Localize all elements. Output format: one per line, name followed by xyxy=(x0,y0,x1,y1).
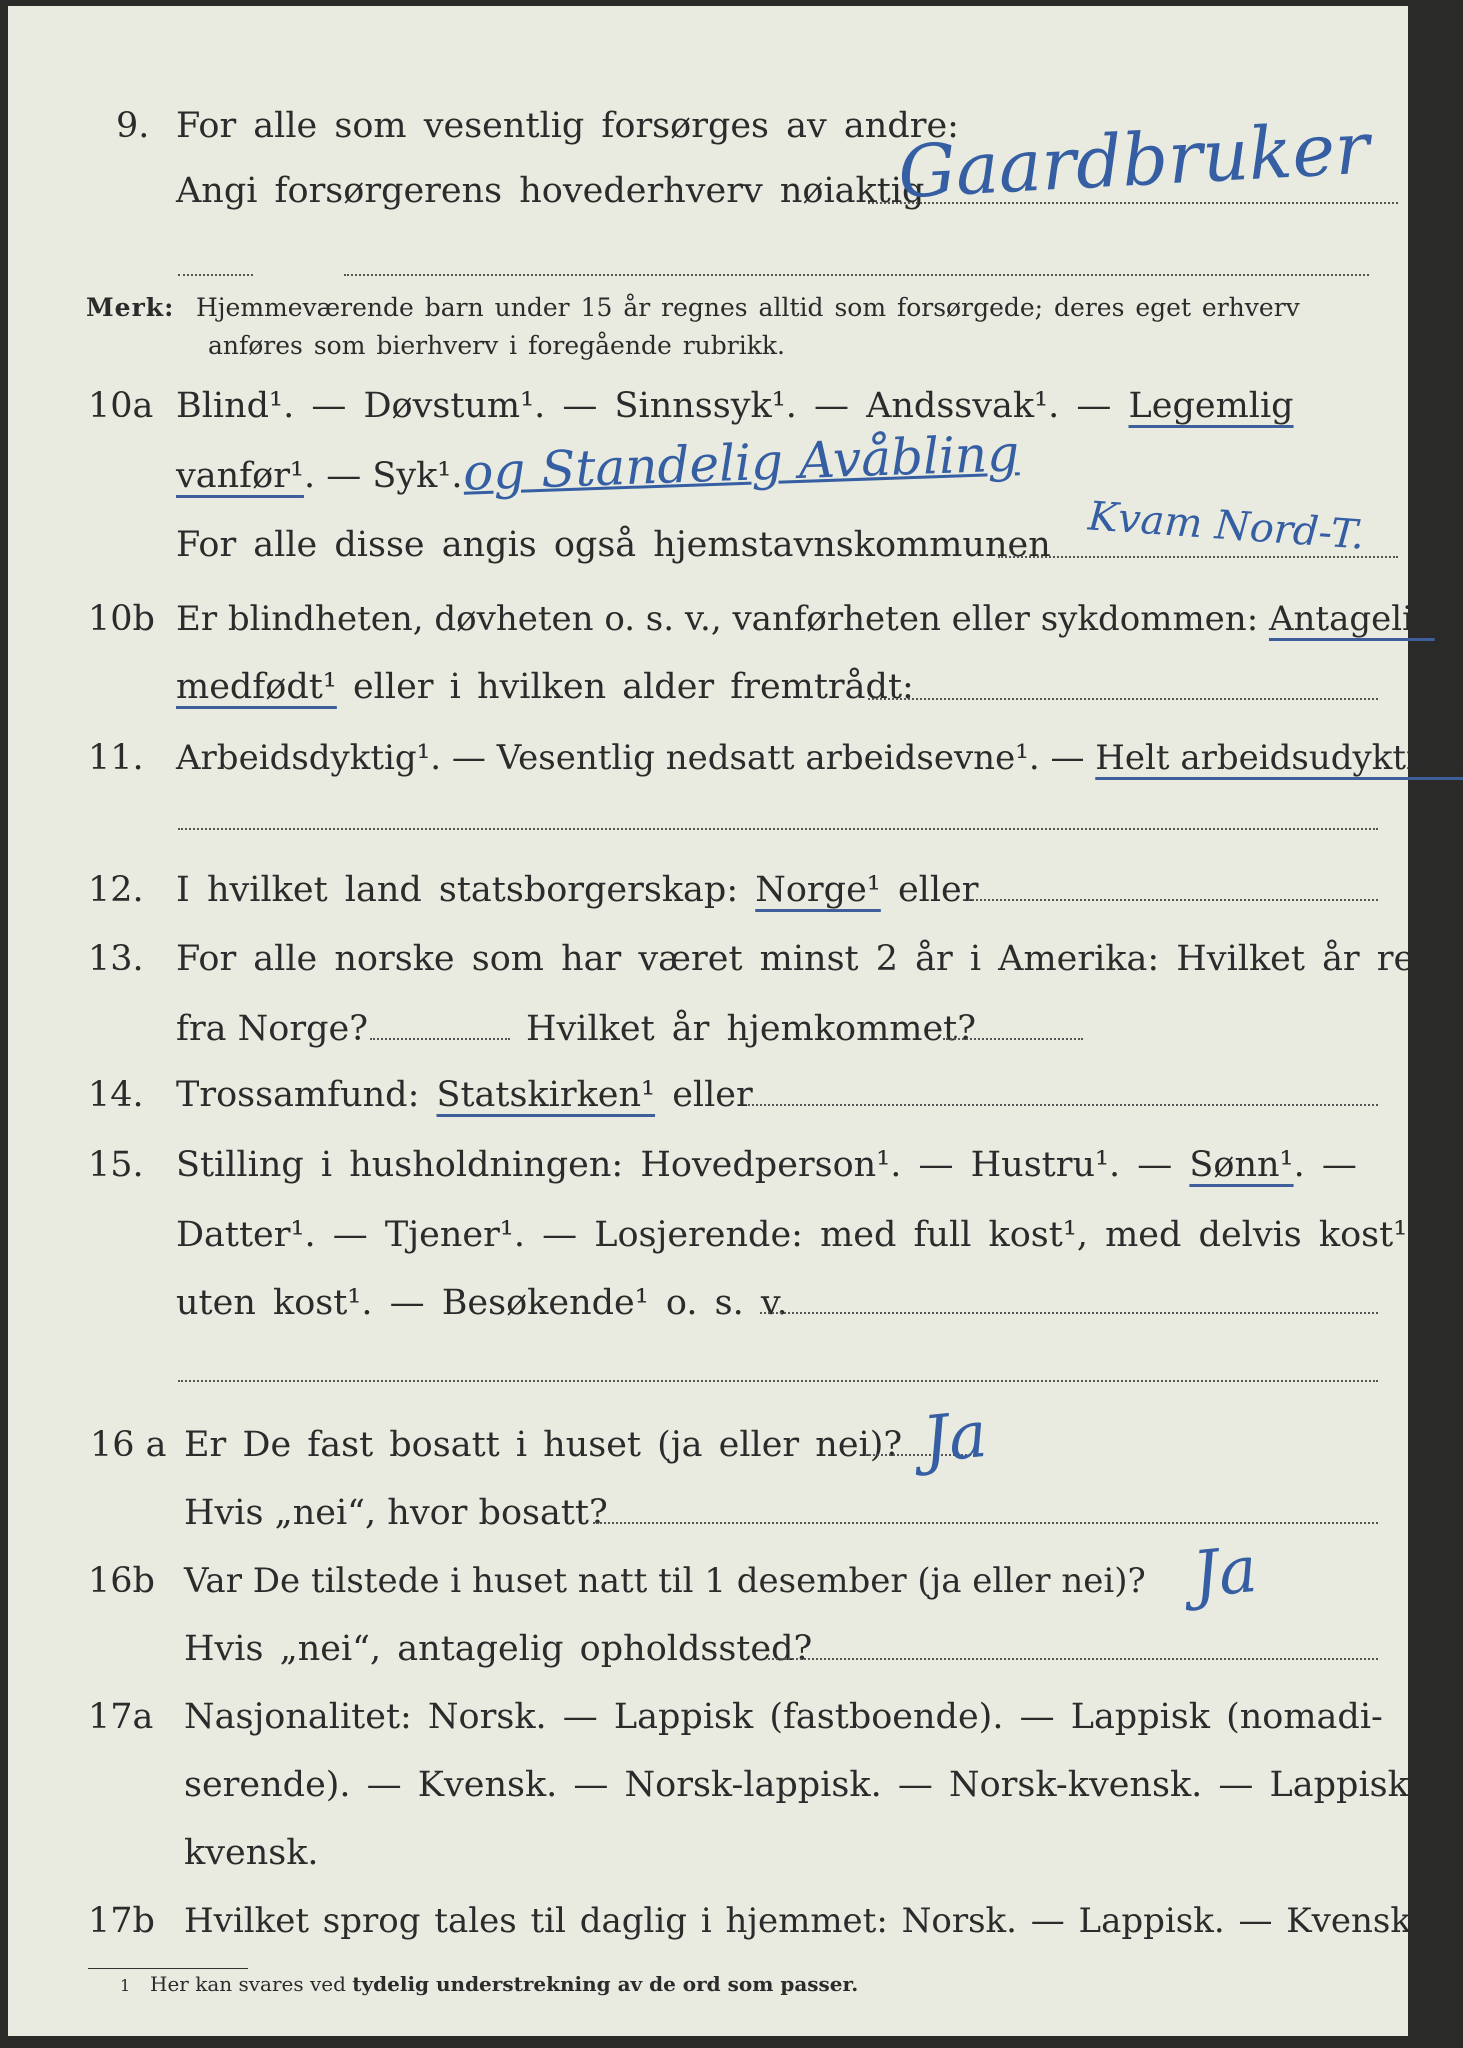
q15-line2: Datter¹. — Tjener¹. — Losjerende: med full kost¹, med delvis kost¹, xyxy=(176,1215,1419,1255)
q15-line3: uten kost¹. — Besøkende¹ o. s. v. xyxy=(176,1283,788,1323)
q12-line: I hvilket land statsborgerskap: Norge¹ eller xyxy=(176,870,979,910)
q15-number: 15. xyxy=(88,1145,144,1185)
q17b-number: 17b xyxy=(88,1901,155,1941)
q11-line1: Arbeidsdyktig¹. — Vesentlig nedsatt arbeidsevne¹. — Helt arbeidsudyktig¹. xyxy=(176,738,1463,778)
q10a-handwritten-answer: og Standelig Avåbling xyxy=(462,424,1021,502)
q16a-handwritten-answer: Ja xyxy=(919,1397,991,1479)
q14-number: 14. xyxy=(88,1075,144,1115)
q16a-bosatt-line xyxy=(593,1522,1378,1524)
q9-blank-line-a xyxy=(178,274,253,276)
q15-blank-line xyxy=(178,1380,1378,1382)
q10a-handwritten-kommune: Kvam Nord-T. xyxy=(1086,493,1366,559)
q10a-line3: For alle disse angis også hjemstavnskommunen xyxy=(176,525,1051,565)
q10b-answer-line xyxy=(868,698,1378,700)
q12-norge-underlined: Norge¹ xyxy=(755,870,881,910)
merk-line1: Hjemmeværende barn under 15 år regnes alltid som forsørgede; deres eget erhverv xyxy=(196,293,1300,322)
q14-answer-line xyxy=(748,1104,1378,1106)
q13-reist-line xyxy=(370,1038,510,1040)
q10b-medfodt-underlined: medfødt¹ xyxy=(176,667,337,707)
q9-blank-line-b xyxy=(344,274,1369,276)
q10a-number: 10a xyxy=(88,386,154,426)
q15-sonn-underlined: Sønn¹ xyxy=(1189,1145,1294,1185)
q17a-line2: serende). — Kvensk. — Norsk-lappisk. — Norsk-kvensk. — Lappisk- xyxy=(184,1765,1421,1805)
q10a-legemlig-underlined: Legemlig xyxy=(1128,386,1294,426)
merk-line2: anføres som bierhverv i foregående rubrikk. xyxy=(208,331,785,360)
q11-blank-line xyxy=(178,828,1378,830)
q14-line: Trossamfund: Statskirken¹ eller xyxy=(176,1075,753,1115)
q16a-number: 16 a xyxy=(90,1425,167,1465)
q13-number: 13. xyxy=(88,939,144,979)
footnote-divider xyxy=(88,1968,248,1969)
q17a-line3: kvensk. xyxy=(184,1833,319,1873)
q15-line1: Stilling i husholdningen: Hovedperson¹. — Hustru¹. — Sønn¹. — xyxy=(176,1145,1357,1185)
q16a-line1: Er De fast bosatt i huset (ja eller nei)? xyxy=(184,1425,903,1465)
q10a-line2: vanfør¹. — Syk¹. xyxy=(176,456,463,496)
q12-answer-line xyxy=(963,899,1378,901)
q12-number: 12. xyxy=(88,870,144,910)
q16b-line2: Hvis „nei“, antagelig opholdssted? xyxy=(184,1629,813,1669)
merk-label: Merk: xyxy=(86,293,175,322)
q11-helt-arbeidsudyktig-underlined: Helt arbeidsudyktig¹. xyxy=(1095,738,1463,778)
q16b-handwritten-answer: Ja xyxy=(1189,1532,1261,1614)
census-form-page xyxy=(8,6,1463,2036)
q10b-antagelig-underlined: Antagelig xyxy=(1268,599,1435,639)
q9-number: 9. xyxy=(116,106,150,146)
q14-statskirken-underlined: Statskirken¹ xyxy=(436,1075,656,1115)
q10b-line2: medfødt¹ eller i hvilken alder fremtrådt: xyxy=(176,667,914,707)
q10b-number: 10b xyxy=(88,599,155,639)
q9-line2: Angi forsørgerens hovederhverv nøiaktig xyxy=(176,171,925,211)
footnote-text: Her kan svares ved tydelig understrekning av de ord som passer. xyxy=(150,1972,859,1996)
q16b-opholdssted-line xyxy=(768,1658,1378,1660)
q9-handwritten-answer: Gaardbruker xyxy=(896,105,1372,215)
q10a-line1: Blind¹. — Døvstum¹. — Sinnssyk¹. — Andssvak¹. — Legemlig xyxy=(176,386,1294,426)
footnote-mark: 1 xyxy=(120,1976,131,1995)
q16b-line1: Var De tilstede i huset natt til 1 desember (ja eller nei)? xyxy=(184,1561,1146,1601)
q10a-vanfor-underlined: vanfør¹ xyxy=(176,456,304,496)
q16b-number: 16b xyxy=(88,1561,155,1601)
q10b-line1: Er blindheten, døvheten o. s. v., vanførheten eller sykdommen: Antagelig xyxy=(176,599,1435,639)
q15-answer-line xyxy=(760,1312,1378,1314)
q17b-line1: Hvilket sprog tales til daglig i hjemmet: Norsk. — Lappisk. — Kvensk. xyxy=(184,1901,1422,1941)
footnote-bold: tydelig understrekning av de ord som passer. xyxy=(352,1972,859,1996)
q13-line1: For alle norske som har været minst 2 år i Amerika: Hvilket år reist xyxy=(176,939,1458,979)
q17a-number: 17a xyxy=(88,1697,154,1737)
q16a-line2: Hvis „nei“, hvor bosatt? xyxy=(184,1493,608,1533)
q13-hjemkommet-line xyxy=(943,1038,1083,1040)
q11-number: 11. xyxy=(88,738,144,778)
q13-line2b: Hvilket år hjemkommet? xyxy=(526,1009,977,1049)
q17a-line1: Nasjonalitet: Norsk. — Lappisk (fastboende). — Lappisk (nomadi- xyxy=(184,1697,1383,1737)
q13-line2a: fra Norge? xyxy=(176,1009,368,1049)
q9-line1: For alle som vesentlig forsørges av andre: xyxy=(176,106,959,146)
